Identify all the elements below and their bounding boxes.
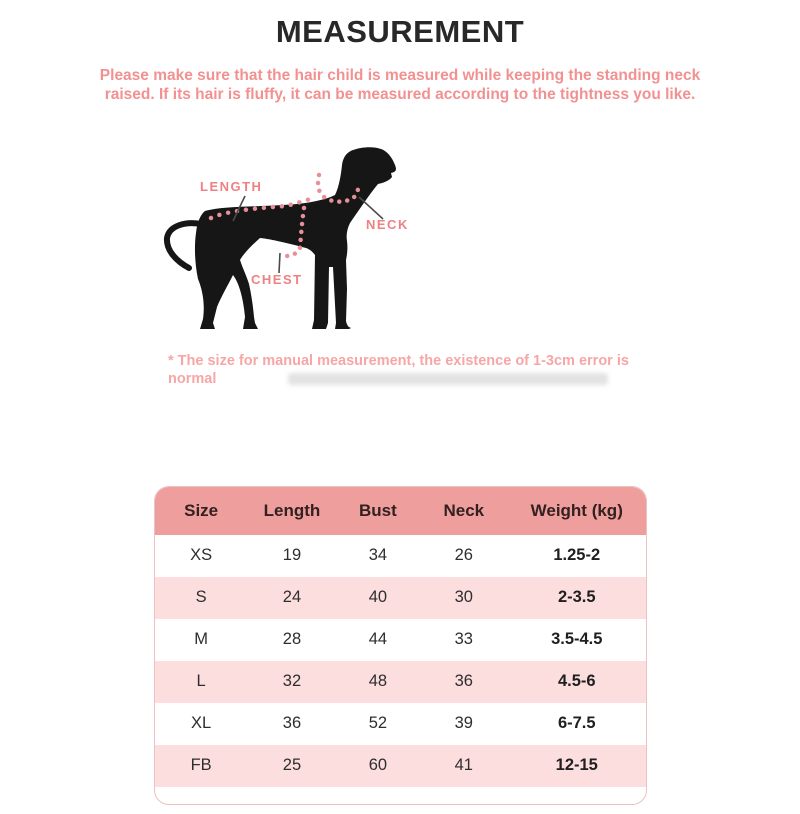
size-chart [154, 486, 647, 805]
cell-weight: 2-3.5 [508, 577, 646, 619]
header-bust: Bust [336, 487, 419, 535]
header-neck: Neck [420, 487, 508, 535]
cell-neck: 26 [454, 546, 473, 565]
dog-measurement-diagram [163, 127, 463, 342]
cell-weight: 4.5-6 [508, 661, 646, 703]
chest-pointer-line [279, 253, 280, 273]
cell-bust: 40 [336, 577, 419, 619]
cell-bust: 52 [368, 714, 388, 733]
cell-size: M [194, 630, 209, 649]
cell-bust: 60 [336, 745, 419, 787]
cell-length: 36 [282, 714, 302, 733]
cell-bust: 44 [368, 630, 388, 649]
cell-length: 32 [248, 661, 336, 703]
table-row-s [155, 577, 646, 619]
cell-length: 25 [248, 745, 336, 787]
header-size: Size [155, 487, 248, 535]
table-row-xs [155, 535, 646, 577]
header-weight: Weight (kg) [508, 487, 646, 535]
neck-pointer-line [359, 197, 383, 219]
measurement-section [0, 14, 800, 814]
cell-neck: 33 [454, 630, 473, 649]
cell-length: 24 [248, 577, 336, 619]
table-row-xl [155, 703, 646, 745]
cell-size: FB [155, 745, 248, 787]
table-row-m [155, 619, 646, 661]
cell-bust: 48 [336, 661, 419, 703]
cell-bust: 34 [368, 546, 388, 565]
cell-weight: 3.5-4.5 [551, 630, 603, 649]
note-text [168, 352, 638, 389]
cell-weight: 6-7.5 [557, 714, 596, 733]
size-chart-table [155, 487, 646, 787]
chest-label: CHEST [251, 271, 303, 287]
intro-text: Please make sure that the hair child is measured while keeping the standing neck raised. If its hair is fluffy, it can be measured according to the tightness you like. [99, 67, 701, 103]
cell-weight: 1.25-2 [553, 546, 601, 565]
header-length: Length [248, 487, 336, 535]
cell-neck: 36 [420, 661, 508, 703]
size-chart-header-row [155, 487, 646, 535]
dog-body-shape [195, 147, 396, 329]
dog-silhouette-image [163, 127, 463, 342]
length-label: LENGTH [200, 178, 263, 194]
cell-neck: 39 [454, 714, 473, 733]
table-row-fb [155, 745, 646, 787]
page-title: MEASUREMENT [275, 14, 525, 49]
cell-weight: 12-15 [508, 745, 646, 787]
table-row-l [155, 661, 646, 703]
cell-size: L [155, 661, 248, 703]
cell-neck: 41 [420, 745, 508, 787]
cell-neck: 30 [420, 577, 508, 619]
cell-size: S [155, 577, 248, 619]
cell-size: XL [191, 714, 212, 733]
cell-length: 28 [282, 630, 302, 649]
cell-size: XS [190, 546, 213, 565]
neck-label: NECK [366, 216, 409, 232]
note-text-content: * The size for manual measurement, the existence of 1-3cm error is normal [168, 352, 629, 388]
erased-text-artifact [288, 373, 608, 385]
cell-length: 19 [282, 546, 302, 565]
